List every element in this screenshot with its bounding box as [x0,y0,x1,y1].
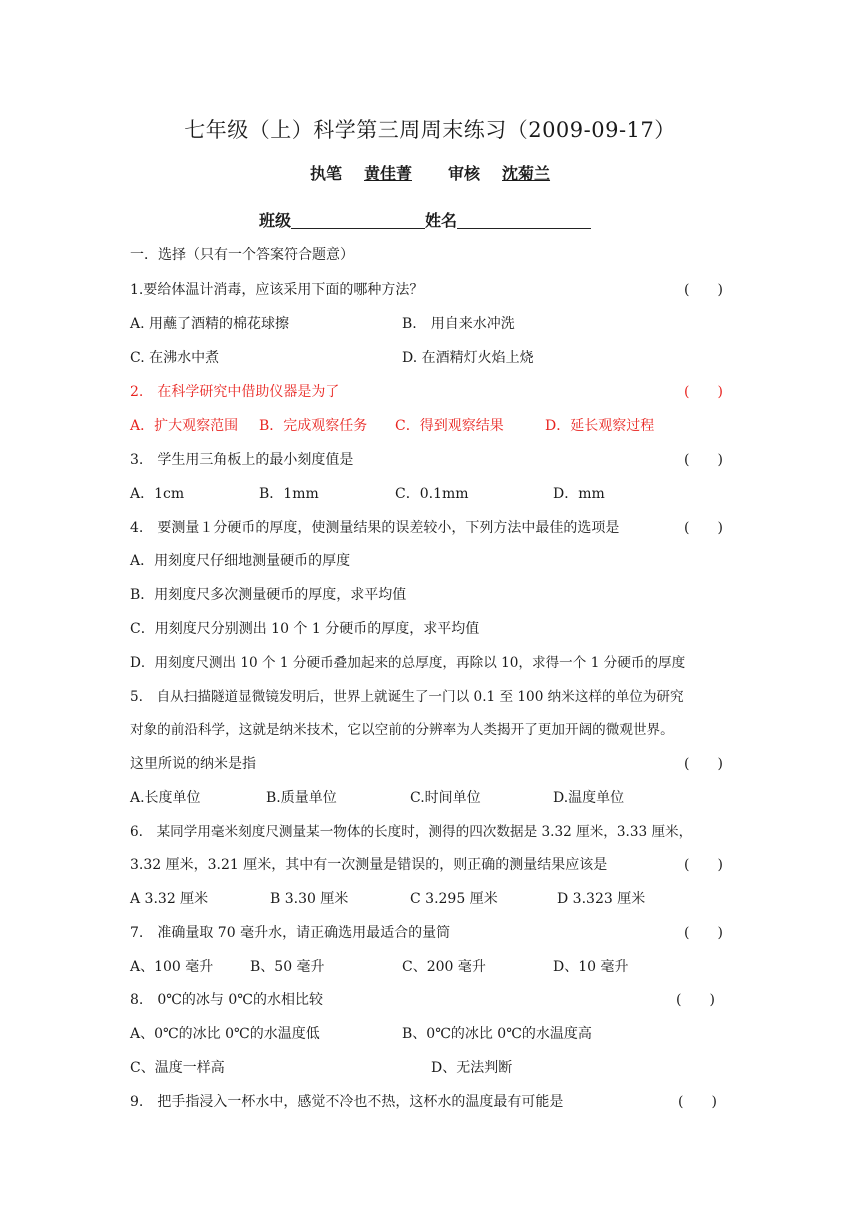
question-3: 3. 学生用三角板上的最小刻度值是 [130,452,354,468]
q4-option-c: C．用刻度尺分别测出 10 个 1 分硬币的厚度，求平均值 [130,621,480,637]
q6-option-b: B 3.30 厘米 [270,891,349,907]
question-5-line-3: 这里所说的纳米是指 [130,756,256,772]
writer-label: 执笔 [309,164,342,183]
answer-paren-4[interactable]: ( ) [684,520,723,536]
q2-option-c: C．得到观察结果 [395,418,504,434]
q5-option-a: A.长度单位 [130,790,201,806]
q1-option-d: D. 在酒精灯火焰上烧 [402,350,534,366]
class-label: 班级 [259,211,292,230]
q8-option-b: B、0℃的冰比 0℃的水温度高 [402,1026,592,1042]
q7-option-c: C、200 毫升 [402,959,486,975]
q3-option-c: C．0.1mm [395,486,469,502]
name-blank[interactable] [457,212,591,229]
q3-option-b: B．1mm [259,486,319,502]
q6-option-a: A 3.32 厘米 [130,891,209,907]
class-blank[interactable] [291,212,425,229]
q8-option-d: D、无法判断 [431,1060,513,1076]
q5-option-b: B.质量单位 [266,790,337,806]
writer-name: 黄佳菁 [363,164,412,183]
question-8: 8. 0℃的冰与 0℃的水相比较 [130,992,323,1008]
answer-paren-6[interactable]: ( ) [684,857,723,873]
page-title: 七年级（上）科学第三周周末练习（2009-09-17） [184,118,676,142]
q3-option-a: A．1cm [130,486,185,502]
answer-paren-8[interactable]: ( ) [676,992,715,1008]
q4-option-b: B．用刻度尺多次测量硬币的厚度，求平均值 [130,587,407,603]
question-9: 9. 把手指浸入一杯水中，感觉不冷也不热，这杯水的温度最有可能是 [130,1094,564,1110]
q5-option-d: D.温度单位 [553,790,625,806]
question-5-line-2: 对象的前沿科学，这就是纳米技术，它以空前的分辨率为人类揭开了更加开阔的微观世界。 [130,722,674,738]
q7-option-d: D、10 毫升 [553,959,629,975]
question-6-line-2: 3.32 厘米，3.21 厘米，其中有一次测量是错误的，则正确的测量结果应该是 [130,857,608,873]
question-4: 4. 要测量１分硬币的厚度，使测量结果的误差较小，下列方法中最佳的选项是 [130,520,620,536]
question-6-line-1: 6. 某同学用毫米刻度尺测量某一物体的长度时，测得的四次数据是 3.32 厘米，3.33 厘米， [130,824,693,840]
q7-option-b: B、50 毫升 [250,959,325,975]
section-heading: 一．选择（只有一个答案符合题意） [130,247,354,263]
q8-option-a: A、0℃的冰比 0℃的水温度低 [130,1026,320,1042]
answer-paren-9[interactable]: ( ) [678,1094,717,1110]
q1-option-b: B. 用自来水冲洗 [402,316,515,332]
question-2: 2. 在科学研究中借助仪器是为了 [130,384,340,400]
reviewer-label: 审核 [448,164,481,183]
question-5-line-1: 5. 自从扫描隧道显微镜发明后，世界上就诞生了一门以 0.1 至 100 纳米这样的单位为研究 [130,689,684,705]
q1-option-a: A. 用蘸了酒精的棉花球擦 [130,316,290,332]
q8-option-c: C、温度一样高 [130,1060,225,1076]
answer-paren-7[interactable]: ( ) [684,925,723,941]
q3-option-d: D．mm [553,486,605,502]
answer-paren-2[interactable]: ( ) [684,384,723,400]
q2-option-d: D．延长观察过程 [545,418,655,434]
name-label: 姓名 [425,211,458,230]
question-7: 7. 准确量取 70 毫升水，请正确选用最适合的量筒 [130,925,451,941]
class-name-line [259,208,591,231]
q6-option-d: D 3.323 厘米 [557,891,646,907]
answer-paren-5[interactable]: ( ) [684,756,723,772]
q7-option-a: A、100 毫升 [130,959,214,975]
q4-option-a: A．用刻度尺仔细地测量硬币的厚度 [130,553,351,569]
answer-paren-3[interactable]: ( ) [684,452,723,468]
q1-option-c: C. 在沸水中煮 [130,350,220,366]
question-1: 1.要给体温计消毒，应该采用下面的哪种方法？ [130,282,424,298]
reviewer-name: 沈菊兰 [502,164,551,183]
answer-paren-1[interactable]: ( ) [684,282,723,298]
author-line [0,161,860,184]
q4-option-d: D．用刻度尺测出 10 个 1 分硬币叠加起来的总厚度，再除以 10，求得一个 1 分硬币的厚度 [130,655,686,671]
q5-option-c: C.时间单位 [410,790,481,806]
q2-option-a: A．扩大观察范围 [130,418,239,434]
q2-option-b: B．完成观察任务 [259,418,368,434]
q6-option-c: C 3.295 厘米 [410,891,498,907]
